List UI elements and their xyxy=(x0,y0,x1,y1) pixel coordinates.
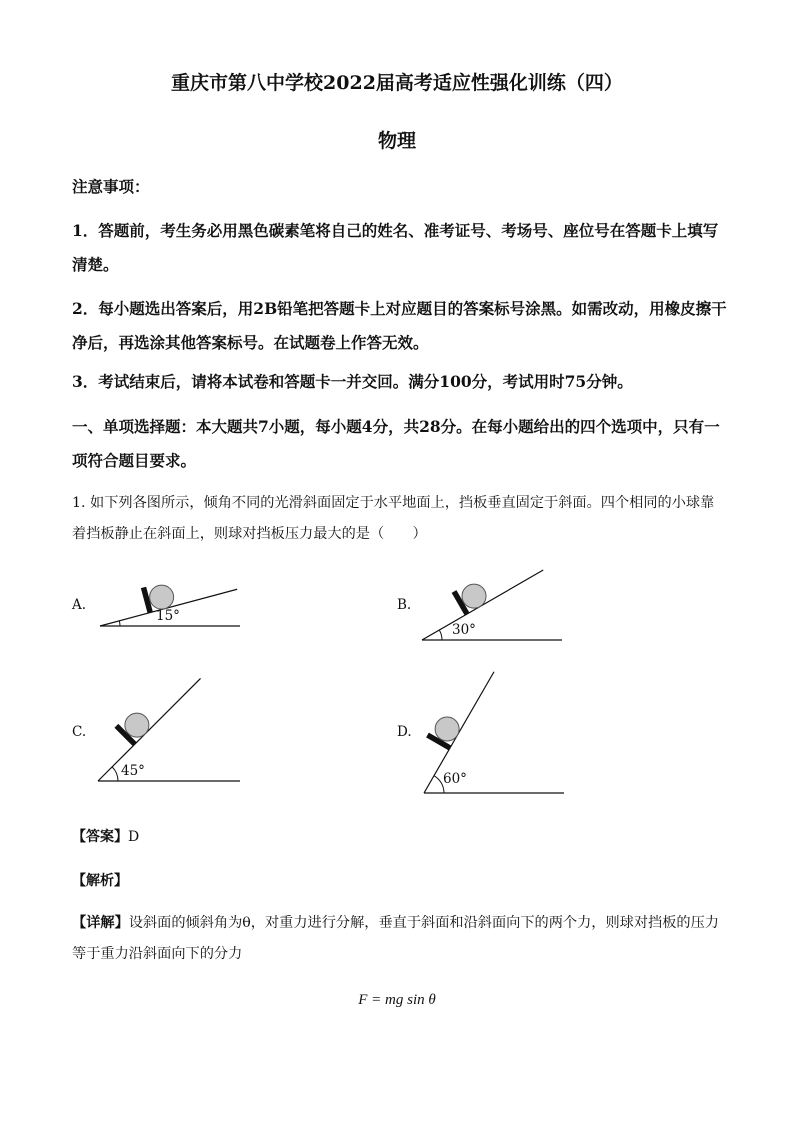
option-label-b: B. xyxy=(397,597,412,613)
incline-line-c xyxy=(98,678,201,781)
subject-title: 物理 xyxy=(377,130,416,152)
option-label-d: D. xyxy=(397,724,412,740)
angle-label-a: 15° xyxy=(156,608,180,624)
detail-tag: 【详解】 xyxy=(72,915,129,931)
answer-tag: 【答案】 xyxy=(72,829,128,845)
detail-paragraph xyxy=(72,908,728,970)
angle-arc-c xyxy=(112,767,118,781)
formula: F = mg sin θ xyxy=(358,992,436,1008)
baffle-board-a xyxy=(143,587,150,612)
option-label-c: C. xyxy=(72,724,87,740)
notice-item-3: 3．考试结束后，请将本试卷和答题卡一并交回。满分100分，考试用时75分钟。 xyxy=(72,372,633,391)
notice-item-2: 2．每小题选出答案后，用2B铅笔把答题卡上对应题目的答案标号涂黑。如需改动，用橡皮擦干净后，再选涂其他答案标号。在试题卷上作答无效。 xyxy=(72,299,727,352)
analysis-tag: 【解析】 xyxy=(72,873,128,889)
angle-arc-a xyxy=(119,621,120,626)
ball-a xyxy=(150,585,174,609)
exam-title: 重庆市第八中学校2022届高考适应性强化训练（四） xyxy=(171,72,623,94)
answer-line xyxy=(72,826,139,846)
angle-label-b: 30° xyxy=(452,622,476,638)
detail-text: 设斜面的倾斜角为θ，对重力进行分解，垂直于斜面和沿斜面向下的两个力，则球对挡板的压力等于重力沿斜面向下的分力 xyxy=(72,915,719,962)
angle-label-d: 60° xyxy=(443,771,467,787)
option-label-a: A. xyxy=(72,597,87,613)
answer-value: D xyxy=(128,829,140,845)
ball-b xyxy=(462,584,486,608)
ball-d xyxy=(435,717,459,741)
angle-arc-b xyxy=(439,630,442,640)
notice-heading: 注意事项： xyxy=(72,177,150,196)
notice-item-1: 1．答题前，考生务必用黑色碳素笔将自己的姓名、准考证号、考场号、座位号在答题卡上填写清楚。 xyxy=(72,221,719,274)
ball-c xyxy=(125,713,149,737)
section-heading: 一、单项选择题：本大题共7小题，每小题4分，共28分。在每小题给出的四个选项中，只有一项符合题目要求。 xyxy=(72,417,720,470)
angle-label-c: 45° xyxy=(121,763,145,779)
question-stem: 1. 如下列各图所示，倾角不同的光滑斜面固定于水平地面上，挡板垂直固定于斜面。四个相同的小球靠着挡板静止在斜面上，则球对挡板压力最大的是（ ） xyxy=(72,495,715,542)
